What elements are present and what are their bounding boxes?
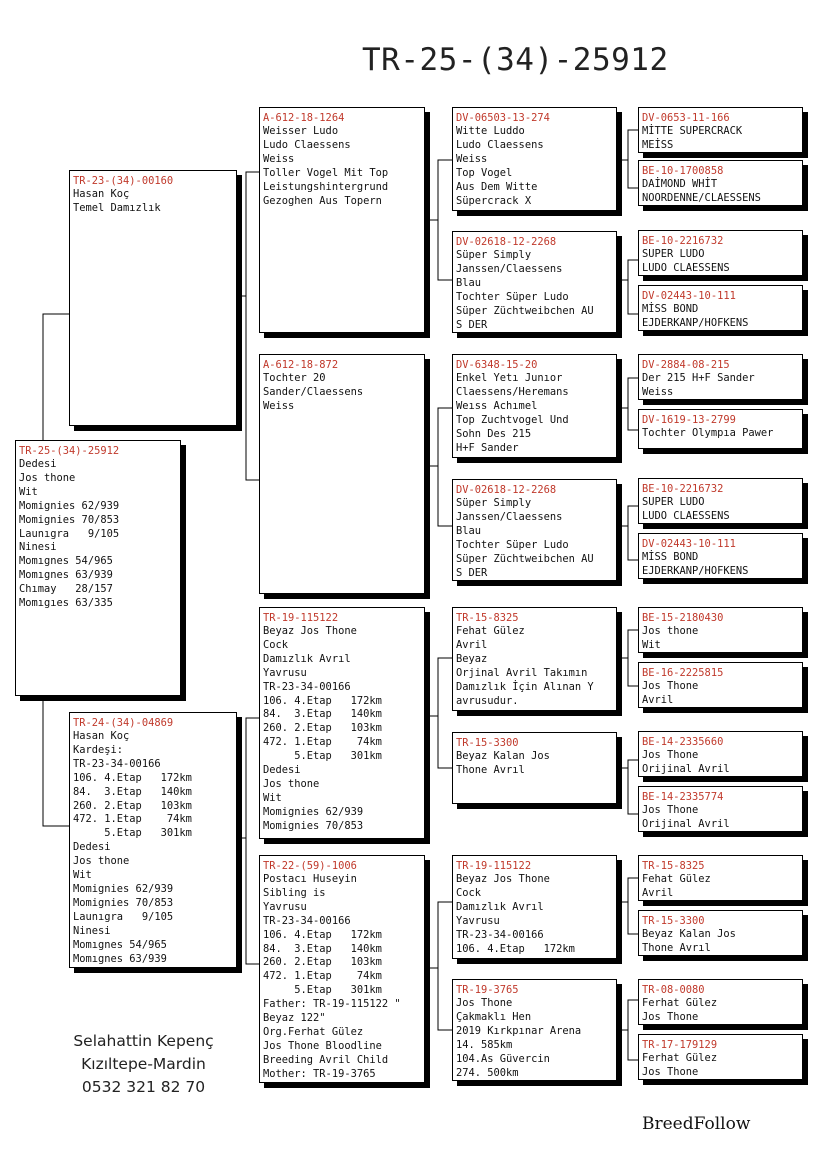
pigeon-info-line: Mother: TR-19-3765	[263, 1067, 376, 1080]
pigeon-info-line: 5.Etap 301km	[263, 750, 382, 763]
pigeon-info-line: Jos thone	[73, 855, 130, 868]
pigeon-info-line: Orijinal Avril	[642, 817, 730, 830]
pigeon-info-line: Çakmaklı Hen	[456, 1010, 532, 1023]
pigeon-info-line: Postacı Huseyin	[263, 873, 357, 885]
pigeon-info-line: Jos Thone	[642, 680, 699, 692]
pigeon-card-sd	[259, 354, 425, 594]
pigeon-card-g14	[638, 910, 803, 956]
ring-number: A-612-18-872	[263, 359, 339, 371]
pigeon-info-line: Top Vogel	[456, 166, 513, 179]
ring-number: DV-06503-13-274	[456, 112, 550, 124]
pigeon-info-line: 2019 Kırkpınar Arena	[456, 1024, 582, 1037]
pigeon-info-line: TR-23-34-00166	[263, 680, 351, 693]
pigeon-info-line: 106. 4.Etap 172km	[456, 942, 575, 955]
pigeon-info-line: Beyaz Jos Thone	[263, 625, 357, 637]
pigeon-info-line: Momignies 70/853	[19, 513, 120, 526]
pigeon-info-line: Orijinal Avril	[642, 762, 730, 775]
pigeon-info-line: Der 215 H+F Sander	[642, 372, 755, 384]
pigeon-info-line: Janssen/Claessens	[456, 510, 563, 523]
pigeon-info-line: Ludo Claessens	[263, 138, 351, 151]
ring-number: DV-02443-10-111	[642, 290, 736, 302]
pigeon-info-line: 260. 2.Etap 103km	[263, 722, 382, 735]
pigeon-info-line: SUPER LUDO	[642, 248, 705, 260]
ring-number: BE-14-2335774	[642, 791, 724, 803]
pedigree-title: TR-25-(34)-25912	[362, 42, 669, 78]
pigeon-card-ss	[259, 107, 425, 333]
pigeon-info-line: Chımay 28/157	[19, 583, 113, 596]
brand-logo-text: BreedFollow	[642, 1114, 751, 1134]
pigeon-info-line: Top Zuchtvogel Und	[456, 413, 569, 426]
pigeon-info-line: NOORDENNE/CLAESSENS	[642, 191, 761, 204]
pigeon-card-g3	[638, 230, 803, 276]
ring-number: TR-22-(59)-1006	[263, 860, 357, 872]
pigeon-info-line: Wit	[19, 485, 38, 498]
pigeon-info-line: Jos Thone	[642, 1010, 699, 1023]
pigeon-info-line: MİSS BOND	[642, 303, 699, 315]
ring-number: DV-02618-12-2268	[456, 236, 557, 248]
pigeon-card-ssd	[452, 231, 617, 333]
pigeon-info-line: 260. 2.Etap 103km	[263, 956, 382, 969]
pigeon-info-line: Claessens/Heremans	[456, 385, 569, 398]
pigeon-info-line: Ferhat Gülez	[642, 1052, 718, 1064]
pigeon-info-line: Witte Luddo	[456, 125, 525, 137]
pigeon-card-dsd	[452, 732, 617, 804]
pigeon-info-line: avrusudur.	[456, 694, 519, 707]
ring-number: TR-19-115122	[456, 860, 532, 872]
pigeon-info-line: Tochter Süper Ludo	[456, 538, 569, 551]
ring-number: BE-16-2225815	[642, 667, 724, 679]
pigeon-info-line: Momignies 62/939	[263, 805, 364, 818]
pigeon-info-line: 472. 1.Etap 74km	[73, 813, 192, 826]
pigeon-info-line: Avril	[642, 886, 674, 899]
pigeon-info-line: Sibling is	[263, 886, 326, 899]
ring-number: DV-2884-08-215	[642, 359, 730, 371]
ring-number: TR-19-3765	[456, 984, 519, 996]
pigeon-info-line: Ninesi	[73, 924, 111, 937]
pigeon-card-g5	[638, 354, 803, 400]
ring-number: TR-24-(34)-04869	[73, 717, 174, 729]
pigeon-card-g9	[638, 607, 803, 653]
pigeon-info-line: Gezoghen Aus Topern	[263, 194, 382, 207]
ring-number: BE-10-2216732	[642, 235, 724, 247]
pigeon-info-line: 106. 4.Etap 172km	[263, 694, 382, 707]
pigeon-card-subject	[15, 440, 181, 696]
pigeon-card-ds	[259, 607, 425, 839]
pigeon-info-line: Hasan Koç	[73, 188, 130, 200]
pigeon-info-line: Süper Simply	[456, 497, 532, 509]
ring-number: DV-02443-10-111	[642, 538, 736, 550]
pigeon-info-line: Jos Thone	[642, 749, 699, 761]
pigeon-info-line: Tochter Olympıa Pawer	[642, 427, 774, 439]
pigeon-info-line: Kardeşi:	[73, 743, 124, 756]
pigeon-card-sss	[452, 107, 617, 211]
ring-number: TR-23-(34)-00160	[73, 175, 174, 187]
pigeon-info-line: 274. 500km	[456, 1066, 519, 1079]
pigeon-info-line: Momignies 70/853	[263, 819, 364, 832]
pigeon-info-line: LUDO CLAESSENS	[642, 509, 730, 522]
pigeon-info-line: Sohn Des 215	[456, 427, 532, 440]
ring-number: TR-15-3300	[456, 737, 519, 749]
pigeon-info-line: Fehat Gülez	[642, 873, 711, 885]
ring-number: TR-17-179129	[642, 1039, 718, 1051]
pigeon-info-line: Jos Thone	[456, 997, 513, 1009]
pigeon-info-line: Damızlık Avrıl	[456, 900, 544, 913]
pigeon-info-line: Weiss	[263, 399, 295, 412]
pigeon-info-line: Süper Simply	[456, 249, 532, 261]
pigeon-info-line: EJDERKANP/HOFKENS	[642, 564, 749, 577]
ring-number: A-612-18-1264	[263, 112, 345, 124]
pigeon-info-line: Momignies 62/939	[19, 499, 120, 512]
pigeon-card-g1	[638, 107, 803, 153]
pigeon-info-line: Ludo Claessens	[456, 138, 544, 151]
ring-number: TR-08-0080	[642, 984, 705, 996]
ring-number: BE-15-2180430	[642, 612, 724, 624]
pigeon-info-line: Jos Thone	[642, 1065, 699, 1078]
pigeon-info-line: Momıgnes 63/939	[73, 952, 167, 965]
owner-contact	[56, 1030, 231, 1099]
ring-number: TR-15-8325	[642, 860, 705, 872]
pigeon-info-line: Beyaz Jos Thone	[456, 873, 550, 885]
pigeon-info-line: Weiss	[456, 152, 488, 165]
pigeon-card-dam	[69, 712, 237, 968]
pigeon-info-line: EJDERKANP/HOFKENS	[642, 316, 749, 329]
pigeon-info-line: H+F Sander	[456, 441, 519, 454]
pigeon-info-line: Momıgnes 63/939	[19, 569, 113, 582]
owner-phone: 0532 321 82 70	[81, 1078, 206, 1096]
pigeon-info-line: S DER	[456, 566, 488, 579]
pigeon-info-line: Aus Dem Witte	[456, 180, 538, 193]
pigeon-card-dds	[452, 855, 617, 959]
pigeon-info-line: Yavrusu	[263, 666, 307, 679]
pigeon-card-g6	[638, 409, 803, 449]
pigeon-info-line: Thone Avrıl	[642, 941, 711, 954]
ring-number: TR-25-(34)-25912	[19, 445, 120, 457]
pigeon-card-ddd	[452, 979, 617, 1081]
pigeon-card-g15	[638, 979, 803, 1025]
pigeon-info-line: 260. 2.Etap 103km	[73, 799, 192, 812]
pigeon-info-line: 14. 585km	[456, 1038, 513, 1051]
pigeon-info-line: Momıgnes 54/965	[73, 938, 167, 951]
pigeon-info-line: Wit	[642, 638, 661, 651]
pigeon-info-line: TR-23-34-00166	[456, 928, 544, 941]
pigeon-info-line: Beyaz Kalan Jos	[642, 928, 736, 940]
pigeon-info-line: Temel Damızlık	[73, 201, 161, 214]
pigeon-info-line: Ferhat Gülez	[642, 997, 718, 1009]
pigeon-info-line: TR-23-34-00166	[73, 757, 161, 770]
ring-number: TR-15-8325	[456, 612, 519, 624]
pigeon-info-line: Launıgra 9/105	[73, 910, 174, 923]
pigeon-info-line: Org.Ferhat Gülez	[263, 1025, 364, 1038]
pigeon-card-sds	[452, 354, 617, 458]
pigeon-info-line: 106. 4.Etap 172km	[73, 771, 192, 784]
ring-number: DV-02618-12-2268	[456, 484, 557, 496]
pigeon-info-line: Janssen/Claessens	[456, 262, 563, 275]
pigeon-info-line: Father: TR-19-115122 "	[263, 998, 401, 1011]
ring-number: BE-14-2335660	[642, 736, 724, 748]
pigeon-card-g13	[638, 855, 803, 901]
pigeon-card-g2	[638, 160, 803, 206]
pigeon-info-line: 104.As Güvercin	[456, 1052, 550, 1065]
pigeon-card-g11	[638, 731, 803, 777]
pigeon-info-line: 5.Etap 301km	[73, 827, 192, 840]
pigeon-info-line: Toller Vogel Mit Top	[263, 166, 389, 179]
pigeon-info-line: Jos Thone Bloodline	[263, 1039, 382, 1052]
pigeon-card-g4	[638, 285, 803, 331]
pigeon-info-line: Wit	[263, 791, 282, 804]
pigeon-info-line: Hasan Koç	[73, 730, 130, 742]
pigeon-info-line: Momıgıes 63/335	[19, 597, 113, 610]
pigeon-info-line: S DER	[456, 318, 488, 331]
ring-number: DV-1619-13-2799	[642, 414, 736, 426]
pigeon-card-dss	[452, 607, 617, 711]
pigeon-info-line: Weıss Achımel	[456, 399, 538, 412]
pigeon-info-line: Launıgra 9/105	[19, 527, 120, 540]
ring-number: DV-0653-11-166	[642, 112, 730, 124]
pigeon-info-line: 472. 1.Etap 74km	[263, 736, 382, 749]
pigeon-info-line: Yavrusu	[263, 900, 307, 913]
pigeon-info-line: Ninesi	[19, 541, 57, 554]
pigeon-info-line: Jos thone	[19, 471, 76, 484]
pigeon-info-line: Orjinal Avril Takımın	[456, 666, 588, 679]
pigeon-info-line: DAİMOND WHİT	[642, 178, 718, 190]
pigeon-card-sdd	[452, 479, 617, 581]
pigeon-info-line: MİSS BOND	[642, 551, 699, 563]
pigeon-info-line: Momıgnes 54/965	[19, 555, 113, 568]
ring-number: TR-15-3300	[642, 915, 705, 927]
pigeon-info-line: Thone Avrıl	[456, 763, 525, 776]
pigeon-info-line: Leistungshintergrund	[263, 180, 389, 193]
pigeon-info-line: Cock	[263, 638, 289, 651]
pigeon-info-line: Jos thone	[642, 625, 699, 637]
owner-name: Selahattin Kepenç	[73, 1032, 214, 1050]
owner-location: Kızıltepe-Mardin	[81, 1055, 206, 1073]
pigeon-info-line: Süpercrack X	[456, 194, 532, 207]
pigeon-info-line: MEİSS	[642, 138, 674, 151]
pigeon-info-line: 472. 1.Etap 74km	[263, 970, 382, 983]
pigeon-info-line: Yavrusu	[456, 914, 500, 927]
pigeon-info-line: Avril	[642, 693, 674, 706]
pigeon-info-line: LUDO CLAESSENS	[642, 261, 730, 274]
pigeon-info-line: Wit	[73, 869, 92, 882]
ring-number: DV-6348-15-20	[456, 359, 538, 371]
pigeon-info-line: Beyaz	[456, 652, 488, 665]
pigeon-info-line: 5.Etap 301km	[263, 984, 382, 997]
pigeon-info-line: Beyaz 122"	[263, 1012, 326, 1025]
pigeon-info-line: TR-23-34-00166	[263, 914, 351, 927]
pigeon-info-line: Jos thone	[263, 777, 320, 790]
pigeon-info-line: Süper Züchtweibchen AU	[456, 304, 594, 317]
pigeon-info-line: Weisser Ludo	[263, 125, 339, 137]
pigeon-card-sire	[69, 170, 237, 426]
pigeon-info-line: Momignies 62/939	[73, 882, 174, 895]
pigeon-info-line: Enkel Yetı Junıor	[456, 372, 563, 384]
pigeon-info-line: Fehat Gülez	[456, 625, 525, 637]
pigeon-card-dd	[259, 855, 425, 1083]
pigeon-info-line: 84. 3.Etap 140km	[73, 785, 192, 798]
pigeon-info-line: 84. 3.Etap 140km	[263, 942, 382, 955]
pigeon-info-line: MİTTE SUPERCRACK	[642, 125, 743, 137]
pigeon-info-line: Beyaz Kalan Jos	[456, 750, 550, 762]
pigeon-info-line: Tochter Süper Ludo	[456, 290, 569, 303]
pigeon-info-line: Avril	[456, 638, 488, 651]
pigeon-info-line: 106. 4.Etap 172km	[263, 928, 382, 941]
pigeon-card-g8	[638, 533, 803, 579]
pigeon-card-g16	[638, 1034, 803, 1080]
pigeon-card-g10	[638, 662, 803, 708]
pigeon-info-line: Damızlık Avrıl	[263, 652, 351, 665]
pigeon-card-g7	[638, 478, 803, 524]
pigeon-info-line: Dedesi	[73, 841, 111, 854]
ring-number: BE-10-2216732	[642, 483, 724, 495]
pigeon-info-line: Momignies 70/853	[73, 896, 174, 909]
pigeon-info-line: Blau	[456, 524, 482, 537]
pigeon-info-line: Weiss	[263, 152, 295, 165]
pigeon-info-line: Cock	[456, 886, 482, 899]
pigeon-info-line: 84. 3.Etap 140km	[263, 708, 382, 721]
pigeon-info-line: Jos Thone	[642, 804, 699, 816]
pigeon-info-line: Tochter 20	[263, 372, 326, 384]
pigeon-info-line: Breeding Avril Child	[263, 1053, 389, 1066]
pigeon-info-line: Dedesi	[263, 764, 301, 777]
ring-number: TR-19-115122	[263, 612, 339, 624]
pigeon-info-line: Sander/Claessens	[263, 385, 364, 398]
pigeon-info-line: Weiss	[642, 385, 674, 398]
pigeon-info-line: Damızlık İçin Alınan Y	[456, 680, 594, 693]
pigeon-info-line: Dedesi	[19, 458, 57, 470]
pigeon-card-g12	[638, 786, 803, 832]
pigeon-info-line: Blau	[456, 276, 482, 289]
pigeon-info-line: Süper Züchtweibchen AU	[456, 552, 594, 565]
pigeon-info-line: SUPER LUDO	[642, 496, 705, 508]
ring-number: BE-10-1700858	[642, 165, 724, 177]
